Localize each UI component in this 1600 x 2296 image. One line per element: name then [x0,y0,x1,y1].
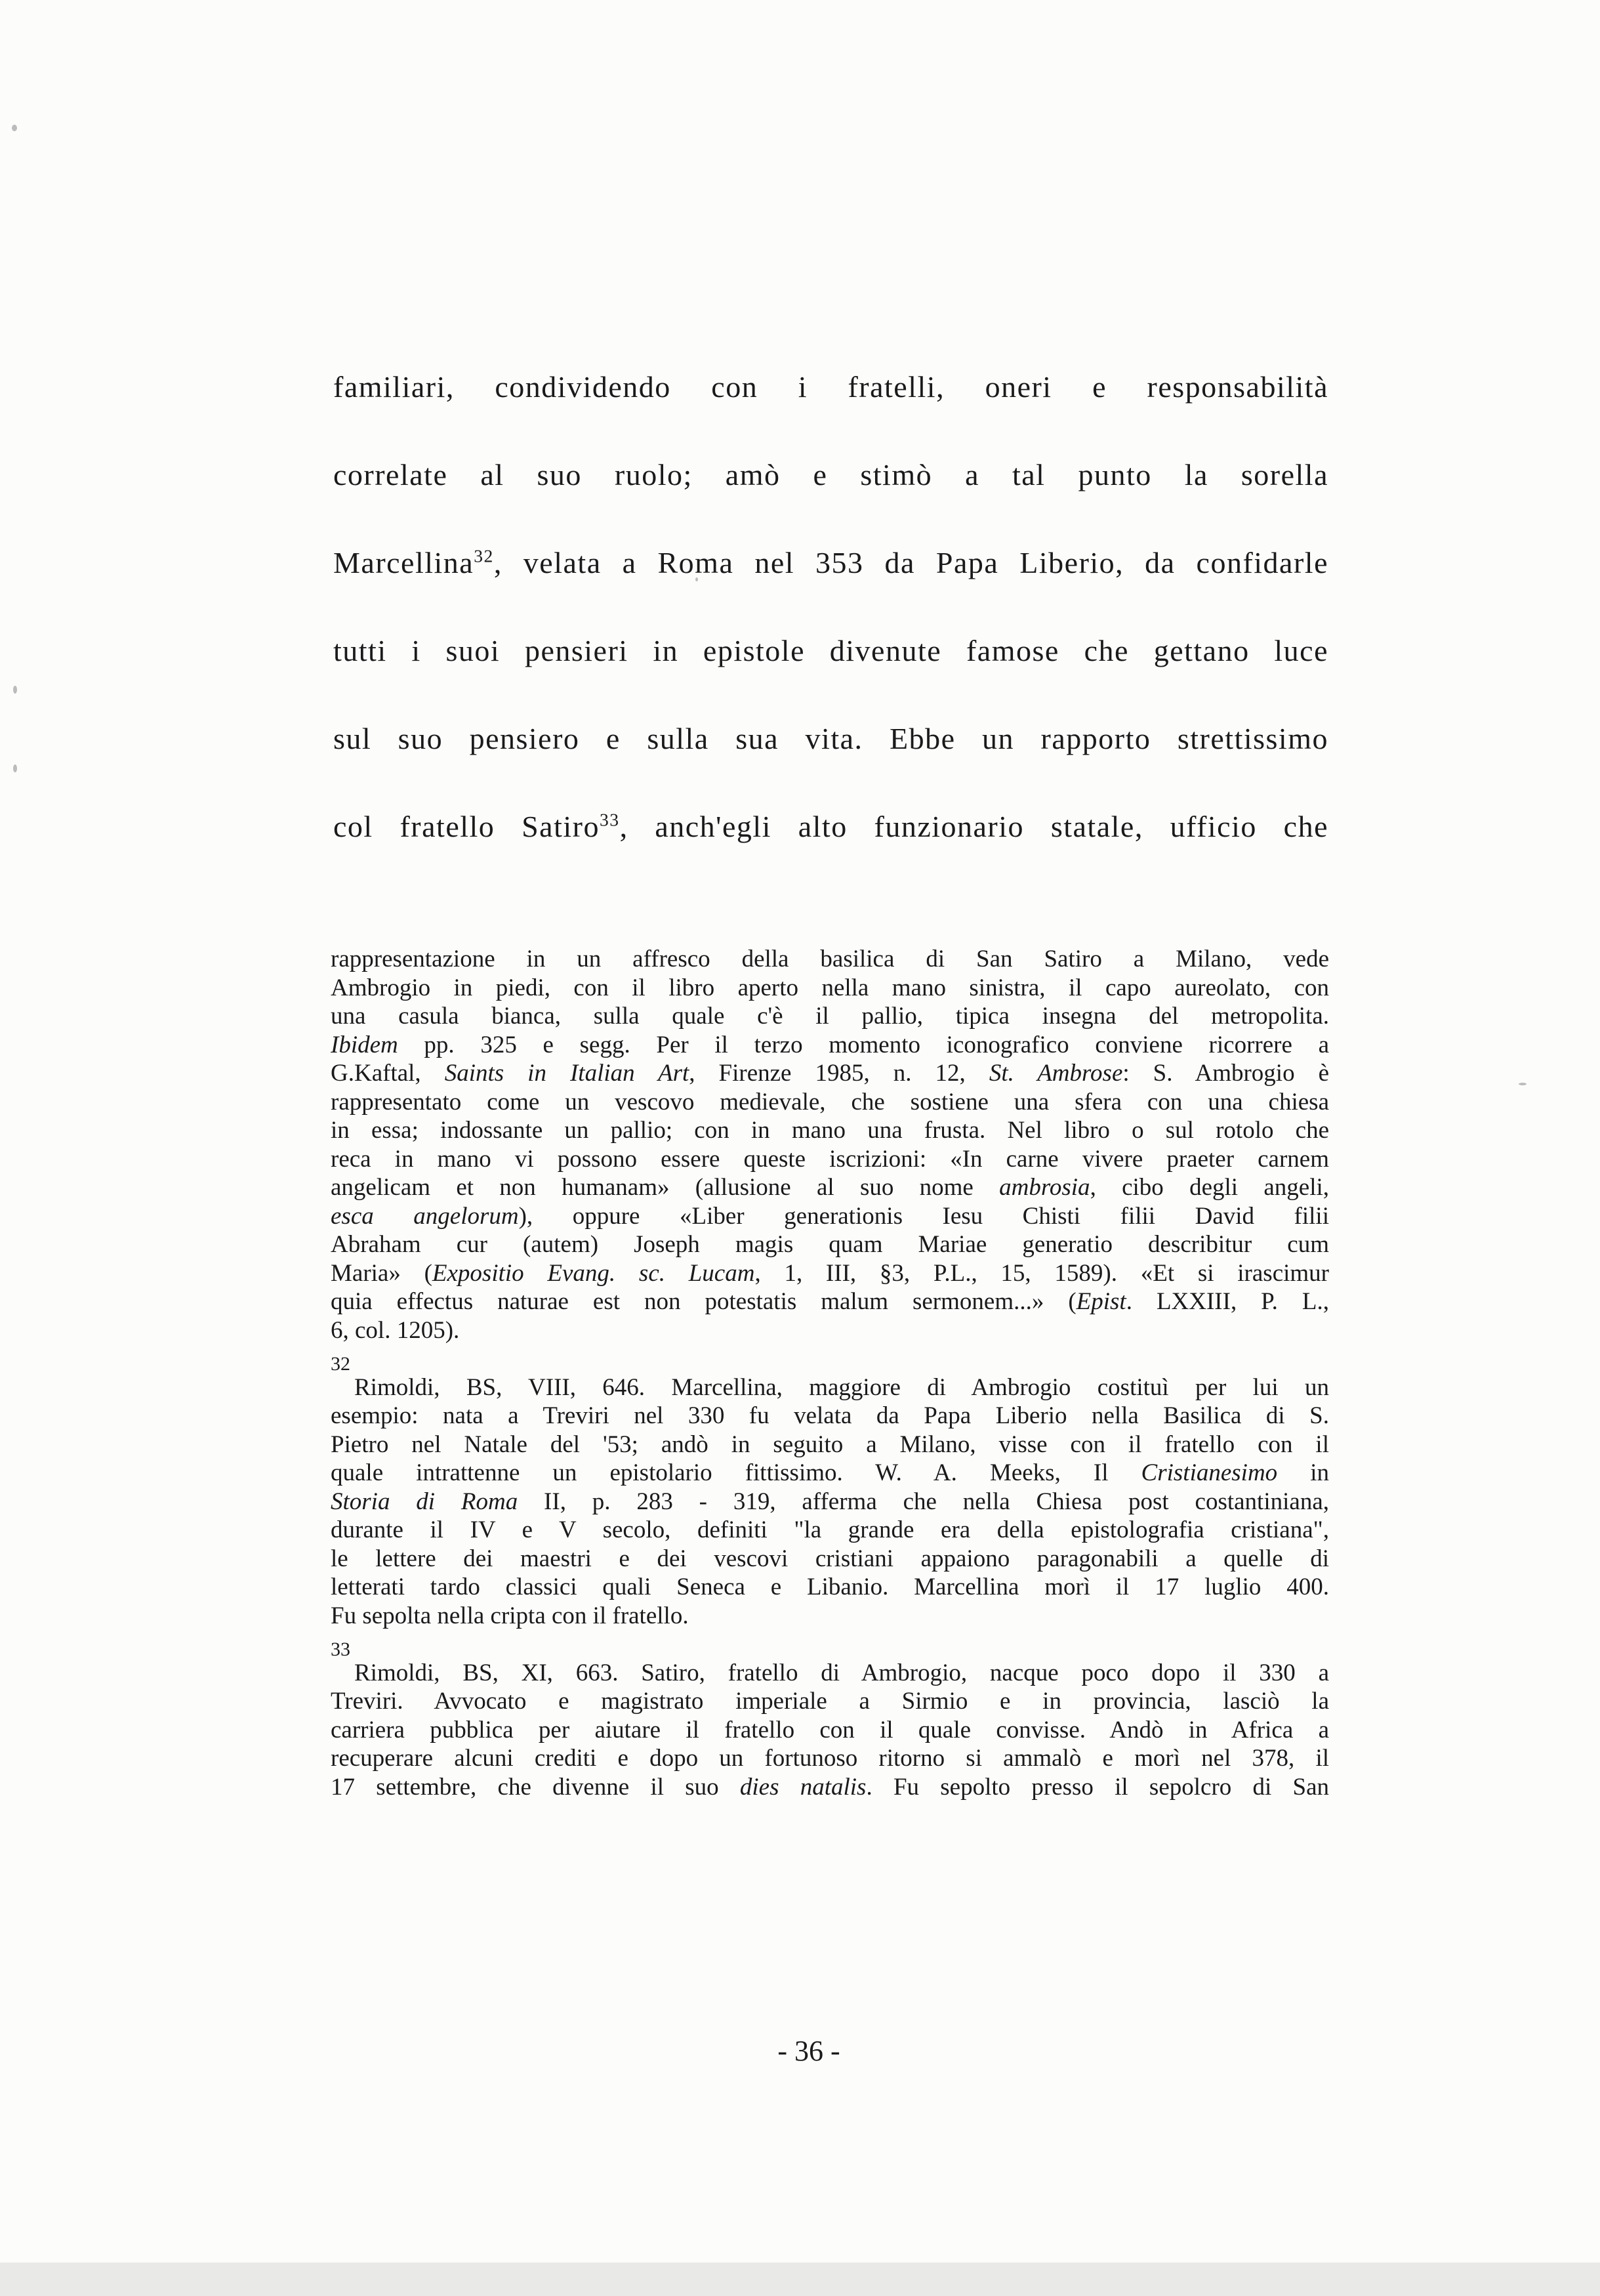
text-line [331,1316,1329,1345]
scan-speck [12,125,17,131]
italic-text: Saints in Italian Art [444,1060,689,1087]
text-line [333,358,1328,446]
text-segment: , anch'egli alto funzionario statale, ufficio che [619,810,1328,843]
italic-text: St. Ambrose [989,1060,1123,1087]
text-line [331,1088,1329,1117]
text-line [331,1002,1329,1031]
text-segment: Maria» ( [331,1259,432,1287]
text-line [331,1773,1329,1802]
text-segment: una casula bianca, sulla quale c'è il pallio, tipica insegna del metropolita. [331,1003,1329,1030]
text-segment: . LXXIII, P. L., [1126,1288,1329,1315]
text-line [331,1230,1329,1259]
text-segment: recuperare alcuni crediti e dopo un fortunoso ritorno si ammalò e morì nel 378, il [331,1745,1329,1772]
text-segment: Ambrogio in piedi, con il libro aperto nella mano sinistra, il capo aureolato, con [331,974,1329,1001]
scan-speck [1519,1083,1527,1085]
text-segment: Treviri. Avvocato e magistrato imperiale a Sirmio e in provincia, lasciò la [331,1688,1329,1715]
text-segment: 17 settembre, che divenne il suo [331,1773,740,1801]
text-line [331,1573,1329,1602]
text-line [333,797,1328,885]
text-line [331,1459,1329,1488]
text-segment: II, p. 283 - 319, afferma che nella Chiesa post costantiniana, [518,1488,1329,1515]
text-line [331,1488,1329,1516]
text-line [333,446,1328,533]
footnotes [331,945,1329,1801]
text-segment: , Firenze 1985, n. 12, [689,1060,989,1087]
text-segment: reca in mano vi possono essere queste iscrizioni: «In carne vivere praeter carnem [331,1145,1329,1173]
text-line [331,1744,1329,1773]
text-line [331,1545,1329,1574]
text-segment: correlate al suo ruolo; amò e stimò a tal punto la sorella [333,458,1328,491]
italic-text: Storia di Roma [331,1488,518,1515]
text-segment: in [1277,1459,1329,1486]
text-segment: Marcellina [333,546,474,579]
italic-text: Expositio Evang. sc. Lucam [432,1259,755,1287]
text-line [331,1659,1329,1688]
text-line [331,974,1329,1003]
italic-text: Cristianesimo [1141,1459,1278,1486]
text-line [331,1602,1329,1631]
text-segment: , 1, III, §3, P.L., 15, 1589). «Et si irascimur [754,1259,1329,1287]
text-segment: rappresentato come un vescovo medievale, che sostiene una sfera con una chiesa [331,1088,1329,1116]
scan-bottom-edge [0,2263,1600,2296]
text-segment: in essa; indossante un pallio; con in mano una frusta. Nel libro o sul rotolo che [331,1117,1329,1144]
text-line [331,1059,1329,1088]
text-line [331,1402,1329,1430]
text-line [333,621,1328,709]
text-line [331,1373,1329,1402]
text-line [331,1430,1329,1459]
italic-text: esca angelorum [331,1202,519,1230]
italic-text: dies natalis [739,1773,867,1801]
text-segment: , velata a Roma nel 353 da Papa Liberio, da confidarle [493,546,1328,579]
main-body-text [333,358,1328,885]
footnote-reference: 33 [599,809,620,830]
text-line [331,945,1329,974]
text-segment: familiari, condividendo con i fratelli, oneri e responsabilità [333,370,1328,404]
text-segment: 6, col. 1205). [331,1316,460,1344]
text-segment: 33 [331,1639,350,1659]
text-segment: G.Kaftal, [331,1060,445,1087]
text-line [331,1259,1329,1288]
text-segment: Abraham cur (autem) Joseph magis quam Mariae generatio describitur cum [331,1231,1329,1258]
text-segment: Pietro nel Natale del '53; andò in seguito a Milano, visse con il fratello con il [331,1430,1329,1458]
text-segment: sul suo pensiero e sulla sua vita. Ebbe un rapporto strettissimo [333,722,1328,755]
text-segment: Rimoldi, BS, VIII, 646. Marcellina, maggiore di Ambrogio costituì per lui un [354,1373,1329,1401]
text-segment: durante il IV e V secolo, definiti "la grande era della epistolografia cristiana", [331,1516,1329,1543]
text-segment: . Fu sepolto presso il sepolcro di San [866,1773,1329,1801]
text-line [331,1687,1329,1716]
scan-speck [13,686,17,694]
footnote-reference: 32 [474,545,494,566]
page-number: - 36 - [777,2035,840,2067]
text-line [333,709,1328,797]
text-segment: quia effectus naturae est non potestatis malum sermonem...» ( [331,1288,1077,1315]
text-segment: angelicam et non humanam» (allusione al suo nome [331,1174,1000,1201]
text-line [331,1516,1329,1545]
text-segment: le lettere dei maestri e dei vescovi cristiani appaiono paragonabili a quelle di [331,1545,1329,1572]
text-line [331,1630,1329,1659]
text-line [331,1145,1329,1174]
text-segment: esempio: nata a Treviri nel 330 fu velata da Papa Liberio nella Basilica di S. [331,1402,1329,1429]
text-segment: , cibo degli angeli, [1090,1174,1329,1201]
text-line [331,1345,1329,1373]
text-segment: carriera pubblica per aiutare il fratello con il quale convisse. Andò in Africa a [331,1716,1329,1743]
text-segment: quale intrattenne un epistolario fittissimo. W. A. Meeks, Il [331,1459,1141,1486]
text-line [333,533,1328,621]
text-line [331,1116,1329,1145]
italic-text: Epist [1076,1288,1126,1315]
text-segment: tutti i suoi pensieri in epistole divenute famose che gettano luce [333,634,1328,667]
text-segment: rappresentazione in un affresco della basilica di San Satiro a Milano, vede [331,946,1329,972]
text-line [331,1173,1329,1202]
scan-speck [13,764,17,772]
italic-text: ambrosia [999,1174,1090,1201]
text-segment: Rimoldi, BS, XI, 663. Satiro, fratello di Ambrogio, nacque poco dopo il 330 a [354,1659,1329,1686]
text-segment: pp. 325 e segg. Per il terzo momento iconografico conviene ricorrere a [398,1031,1329,1058]
text-line [331,1716,1329,1745]
text-segment: : S. Ambrogio è [1122,1060,1329,1087]
text-segment: col fratello Satiro [333,810,600,843]
text-segment: letterati tardo classici quali Seneca e Libanio. Marcellina morì il 17 luglio 400. [331,1574,1329,1600]
text-line [331,1031,1329,1060]
italic-text: Ibidem [331,1031,398,1058]
text-segment: ), oppure «Liber generationis Iesu Chisti filii David filii [518,1202,1329,1230]
text-line [331,1202,1329,1231]
text-line [331,1287,1329,1316]
text-segment: Fu sepolta nella cripta con il fratello. [331,1602,689,1629]
text-segment: 32 [331,1353,350,1373]
